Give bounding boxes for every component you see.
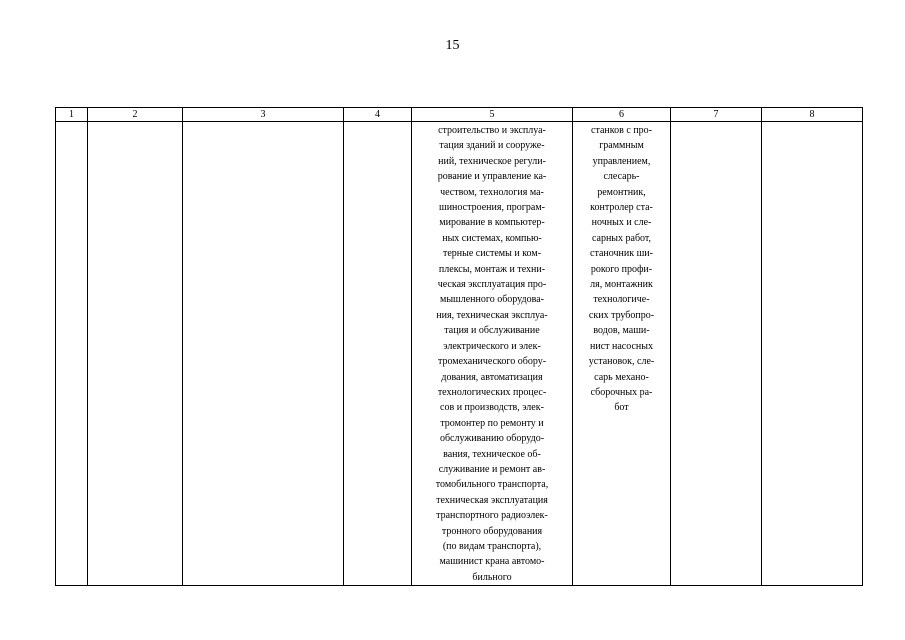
cell-col-2-text <box>88 122 182 123</box>
cell-col-1 <box>56 122 88 586</box>
column-header-8: 8 <box>762 108 863 122</box>
cell-col-8 <box>762 122 863 586</box>
column-header-2: 2 <box>88 108 183 122</box>
training-programs-text: строительство и эксплуа- тация зданий и сооруже- ний, техническое регули- рование и управление ка- чеством, технология ма- шиностроения, програм- мирование в компьютер- ных системах, компью- терные системы и ком- плексы, монтаж и техни- ческая эксплуатация про- мышленного оборудова- ния, техническая эксплуа- тация и обслуживание электрического и элек- тромеханического обору- дования, автоматизация технологических процес- сов и производств, элек- тромонтер по ремонту и обслуживанию оборудо- вания, техническое об- служивание и ремонт ав- томобильного транспорта, техническая эксплуатация транспортного радиоэлек- тронного оборудования (по видам транспорта), машинист крана автомо- бильного <box>435 125 549 583</box>
cell-col-6 <box>573 122 671 586</box>
document-table <box>55 107 863 586</box>
table-row <box>56 122 863 586</box>
cell-col-7-text <box>671 122 761 123</box>
cell-col-7 <box>671 122 762 586</box>
column-header-4: 4 <box>344 108 412 122</box>
cell-col-4 <box>344 122 412 586</box>
column-header-5: 5 <box>412 108 573 122</box>
cell-col-3 <box>183 122 344 586</box>
cell-col-3-text <box>183 122 343 123</box>
column-header-3: 3 <box>183 108 344 122</box>
page-number: 15 <box>445 38 460 53</box>
column-header-6: 6 <box>573 108 671 122</box>
cell-col-2 <box>88 122 183 586</box>
professions-text: станков с про- граммным управлением, слесарь- ремонтник, контролер ста- ночных и сле- сарных работ, станочник ши- рокого профи- ля, монтажник технологиче- ских трубопро- водов, маши- нист насосных установок, сле- сарь механо- сборочных ра- бот <box>588 125 655 414</box>
column-header-1: 1 <box>56 108 88 122</box>
header-row <box>56 108 863 122</box>
cell-col-8-text <box>762 122 862 123</box>
column-header-7: 7 <box>671 108 762 122</box>
cell-col-5 <box>412 122 573 586</box>
cell-col-1-text <box>56 122 87 123</box>
cell-col-4-text <box>344 122 411 123</box>
